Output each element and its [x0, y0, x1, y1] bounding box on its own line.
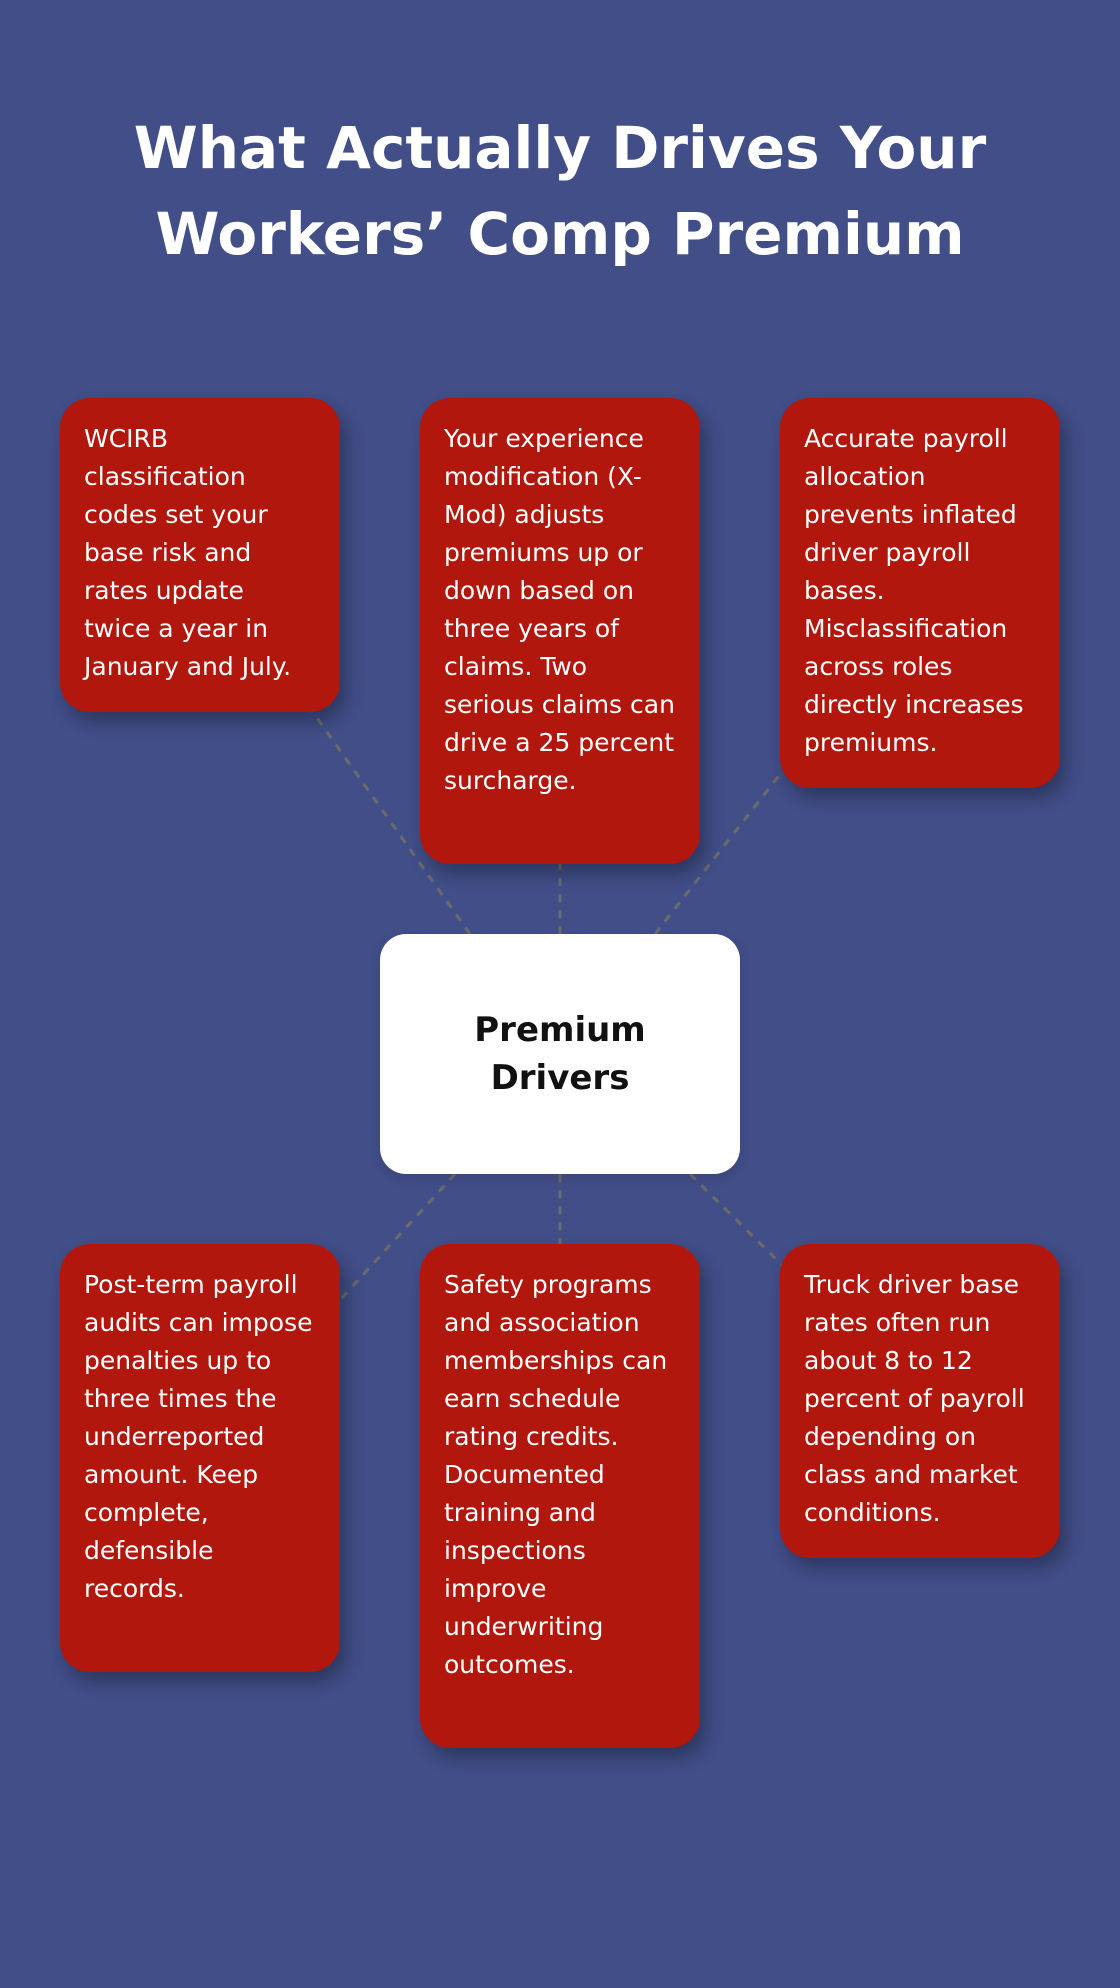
- hub-label: Premium Drivers: [474, 1010, 646, 1098]
- page-title: What Actually Drives Your Workers’ Comp Premium: [133, 114, 987, 268]
- connector-6: [690, 1174, 785, 1268]
- driver-card-base-rates: Truck driver base rates often run about 8 to 12 percent of payroll depending on class and market conditions.: [780, 1244, 1060, 1558]
- driver-card-classification-codes: WCIRB classification codes set your base risk and rates update twice a year in January and July.: [60, 398, 340, 712]
- driver-card-payroll-audits: Post-term payroll audits can impose penalties up to three times the underreported amount. Keep complete, defensible records.: [60, 1244, 340, 1672]
- driver-card-safety-programs: Safety programs and association memberships can earn schedule rating credits. Documented training and inspections improve underwriting outcomes.: [420, 1244, 700, 1748]
- hub-node: [380, 934, 740, 1174]
- driver-card-payroll-allocation: Accurate payroll allocation prevents inflated driver payroll bases. Misclassification across roles directly increases premiums.: [780, 398, 1060, 788]
- driver-card-experience-mod: Your experience modification (X-Mod) adjusts premiums up or down based on three years of claims. Two serious claims can drive a 25 percent surcharge.: [420, 398, 700, 864]
